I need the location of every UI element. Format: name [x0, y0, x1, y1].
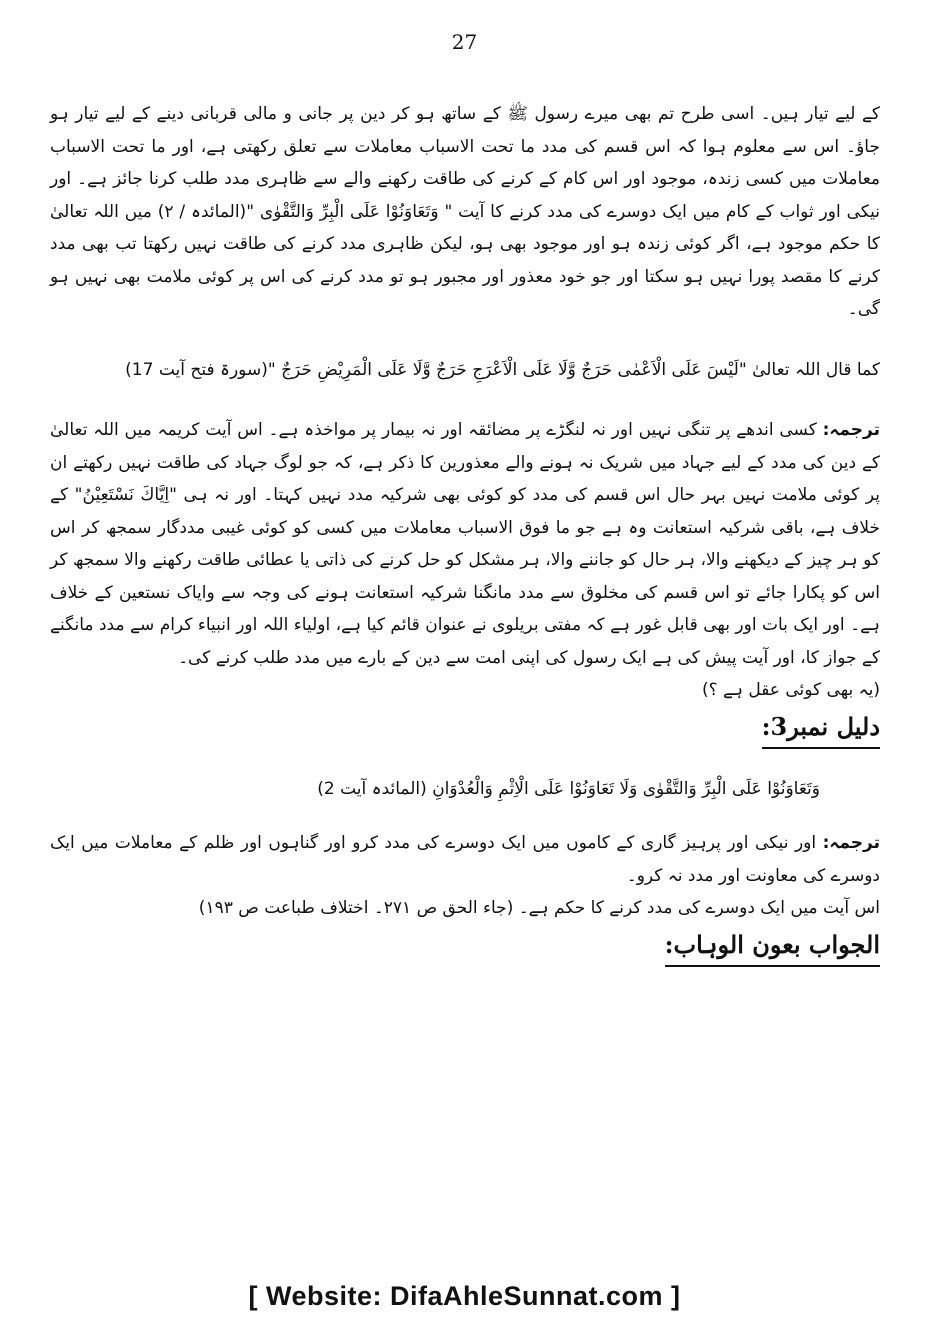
translation-text-2: اور نیکی اور پرہیز گاری کے کاموں میں ایک دوسرے کی مدد کرو اور گناہوں اور ظلم کے معاملات میں ایک دوسرے کی معاونت اور مدد نہ کرو۔ [50, 833, 880, 886]
translation-text-1: کسی اندھے پر تنگی نہیں اور نہ لنگڑے پر مضائقہ اور نہ بیمار پر مواخذہ ہے۔ اس آیت کریمہ میں اللہ تعالیٰ کے دین کی مدد کے لیے جہاد میں شریک نہ ہونے والے معذورین کا ذکر ہے، کہ جو لوگ جہاد کی طاقت نہیں رکھتے ان پر کوئی ملامت نہیں بہر حال اس قسم کی مدد کو کوئی بھی شرکیہ مدد نہیں کہتا۔ اور نہ ہی "اِيَّاكَ نَسْتَعِيْنُ" کے خلاف ہے، باقی شرکیہ استعانت وہ ہے جو ما فوق الاسباب معاملات میں کسی کو کوئی غیبی مددگار سمجھ کر اس کو ہر چیز کے دیکھنے والا، ہر حال کو جاننے والا، ہر مشکل کو حل کرنے کی ذاتی یا عطائی طاقت رکھنے والا سمجھ کر اس کو پکارا جائے تو اس قسم کی مخلوق سے مدد مانگنا شرکیہ استعانت ہونے کی وجہ سے وایاک نستعین کے خلاف ہے۔ اور ایک بات اور بھی قابل غور ہے کہ مفتی بریلوی نے عنوان قائم کیا ہے، اولیاء اللہ اور انبیاء کرام سے مدد مانگنے کے جواز کا، اور آیت پیش کی ہے ایک رسول کی اپنی امت سے دین کے بارے میں مدد طلب کرنے کی۔ [50, 420, 880, 668]
quranic-quote-al-maidah: وَتَعَاوَنُوْا عَلَى الْبِرِّ وَالتَّقْوٰى وَلَا تَعَاوَنُوْا عَلَى الْاِثْمِ وَالْعُدْوَانِ (المائدہ آیت 2) [317, 778, 820, 799]
translation-label: ترجمہ: [822, 420, 880, 440]
translation-label-2: ترجمہ: [822, 833, 880, 853]
quranic-quote-surah-fath: کما قال اللہ تعالیٰ "لَيْسَ عَلَى الْاَعْمٰى حَرَجٌ وَّلَا عَلَى الْاَعْرَجِ حَرَجٌ وَّلَا عَلَى الْمَرِيْضِ حَرَجٌ "(سورۃ فتح آیت 17) [125, 359, 880, 380]
translation-paragraph-2 [50, 827, 880, 892]
page-number: 27 [451, 30, 478, 54]
heading-dalil-number-3: دلیل نمبر3: [762, 709, 880, 749]
translation-paragraph-1 [50, 414, 880, 674]
heading-dalil-wrapper [50, 707, 880, 759]
paragraph-intro: کے لیے تیار ہیں۔ اسی طرح تم بھی میرے رسول ﷺ کے ساتھ ہو کر دین پر جانی و مالی قربانی دینے کے لیے تیار ہو جاؤ۔ اس سے معلوم ہوا کہ اس قسم کی مدد ما تحت الاسباب معاملات سے تعلق رکھتی ہے، اور ما تحت الاسباب معاملات میں کسی زندہ، موجود اور اس کام کے کرنے کی طاقت رکھنے والے سے ظاہری مدد طلب کرنا جائز ہے۔ اور نیکی اور ثواب کے کام میں ایک دوسرے کی مدد کرنے کا آیت " وَتَعَاوَنُوْا عَلَى الْبِرِّ وَالتَّقْوٰى "(المائدہ / ۲) میں اللہ تعالیٰ کا حکم موجود ہے، اگر کوئی زندہ ہو اور موجود بھی ہو، لیکن ظاہری مدد کرنے کی طاقت نہیں رکھتا تب بھی مدد کرنے کا مقصد پورا نہیں ہو سکتا اور جو خود معذور اور مجبور ہو تو مدد کرنے کی اس پر کوئی ملامت بھی نہیں ہو گی۔ [50, 104, 880, 319]
remark-line: (یہ بھی کوئی عقل ہے ؟) [701, 680, 880, 700]
heading-answer-wrapper [50, 925, 880, 977]
heading-answer: الجواب بعون الوہاب: [665, 927, 880, 967]
reference-line: اس آیت میں ایک دوسرے کی مدد کرنے کا حکم ہے۔ (جاء الحق ص ۲۷۱۔ اختلاف طباعت ص ۱۹۳) [198, 898, 880, 918]
page-content [50, 98, 880, 977]
website-banner: [ Website: DifaAhleSunnat.com ] [248, 1281, 681, 1311]
